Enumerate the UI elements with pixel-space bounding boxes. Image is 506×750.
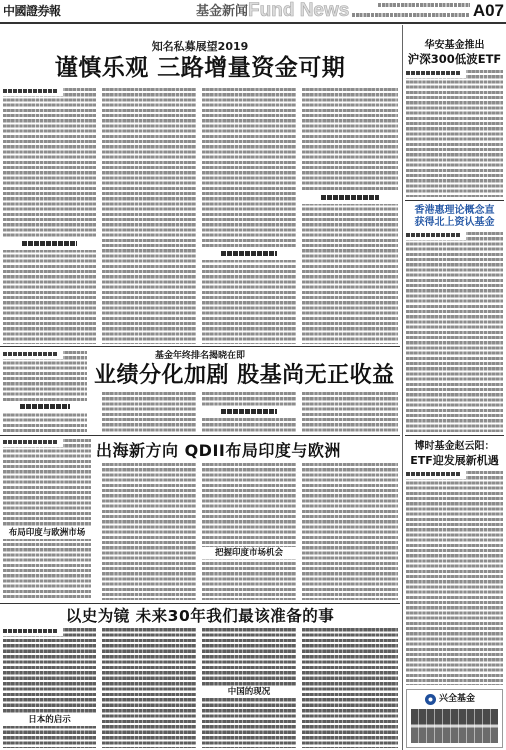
article-body-text xyxy=(302,88,398,344)
issue-date-line xyxy=(378,3,470,7)
article-body-text xyxy=(202,392,296,432)
article-headline-line2: 沪深300低波ETF xyxy=(407,52,502,66)
article-kicker: 知名私募展望2019 xyxy=(151,40,249,53)
column-divider xyxy=(402,25,403,750)
article-byline xyxy=(3,439,63,447)
section-subhead xyxy=(302,192,398,204)
newspaper-masthead: 中國證券報 xyxy=(3,4,61,18)
section-title: 基金新闻 xyxy=(196,4,249,19)
article-headline: 业绩分化加剧 股基尚无正收益 xyxy=(94,363,395,388)
article-byline xyxy=(406,232,466,240)
ad-banner-graphic xyxy=(411,709,498,743)
article-headline-line1: 华安基金推出 xyxy=(424,40,485,51)
article-byline xyxy=(3,351,63,359)
article-headline-line1: 香港惠理论概念直 xyxy=(414,205,495,216)
section-subhead xyxy=(202,248,296,260)
article-body-text xyxy=(302,392,398,432)
article-headline-line1: 博时基金赵云阳： xyxy=(414,441,495,452)
article-headline: 谨慎乐观 三路增量资金可期 xyxy=(54,55,346,81)
section-title-english: Fund News xyxy=(248,0,350,21)
advertisement xyxy=(406,689,503,748)
editor-contact-line xyxy=(352,13,470,17)
section-subhead xyxy=(3,401,87,413)
article-byline xyxy=(3,88,63,96)
article-headline-line2: 获得北上资认基金 xyxy=(414,217,495,228)
article-body-text xyxy=(406,471,503,685)
article-body-text xyxy=(406,232,503,432)
article-body-text xyxy=(102,392,196,432)
section-divider xyxy=(0,435,400,436)
article-body-text xyxy=(202,88,296,344)
section-divider xyxy=(405,435,504,436)
article-body-text xyxy=(202,628,296,748)
article-byline xyxy=(406,471,466,479)
section-subhead: 布局印度与欧洲市场 xyxy=(3,527,91,539)
section-subhead xyxy=(202,406,296,418)
brand-logo-icon xyxy=(425,694,436,705)
article-body-text xyxy=(3,439,91,600)
article-headline-line2: ETF迎发展新机遇 xyxy=(410,454,499,467)
article-body-text xyxy=(202,463,296,600)
section-divider xyxy=(0,346,400,347)
header-rule xyxy=(0,22,506,24)
section-divider xyxy=(0,603,400,604)
article-body-text xyxy=(302,628,398,748)
article-body-text xyxy=(302,463,398,600)
article-byline xyxy=(3,628,63,636)
ad-brand-name: 兴全基金 xyxy=(439,694,476,704)
article-body-text xyxy=(102,628,196,748)
article-body-text xyxy=(3,628,96,748)
section-divider xyxy=(405,200,504,201)
section-subhead: 日本的启示 xyxy=(3,714,96,726)
article-headline: 以史为镜 未来30年我们最该准备的事 xyxy=(65,607,335,625)
page-number: A07 xyxy=(472,1,504,20)
section-subhead: 中国的现况 xyxy=(202,686,296,698)
article-body-text xyxy=(102,463,196,600)
article-kicker: 基金年终排名揭晓在即 xyxy=(154,351,245,361)
article-body-text xyxy=(406,70,503,197)
section-subhead: 把握印度市场机会 xyxy=(202,547,296,559)
article-body-text xyxy=(3,88,96,344)
section-subhead xyxy=(3,238,96,250)
article-body-text xyxy=(102,88,196,344)
article-byline xyxy=(406,70,466,78)
article-headline: 出海新方向 QDII布局印度与欧洲 xyxy=(96,441,341,460)
article-body-text xyxy=(3,351,87,432)
